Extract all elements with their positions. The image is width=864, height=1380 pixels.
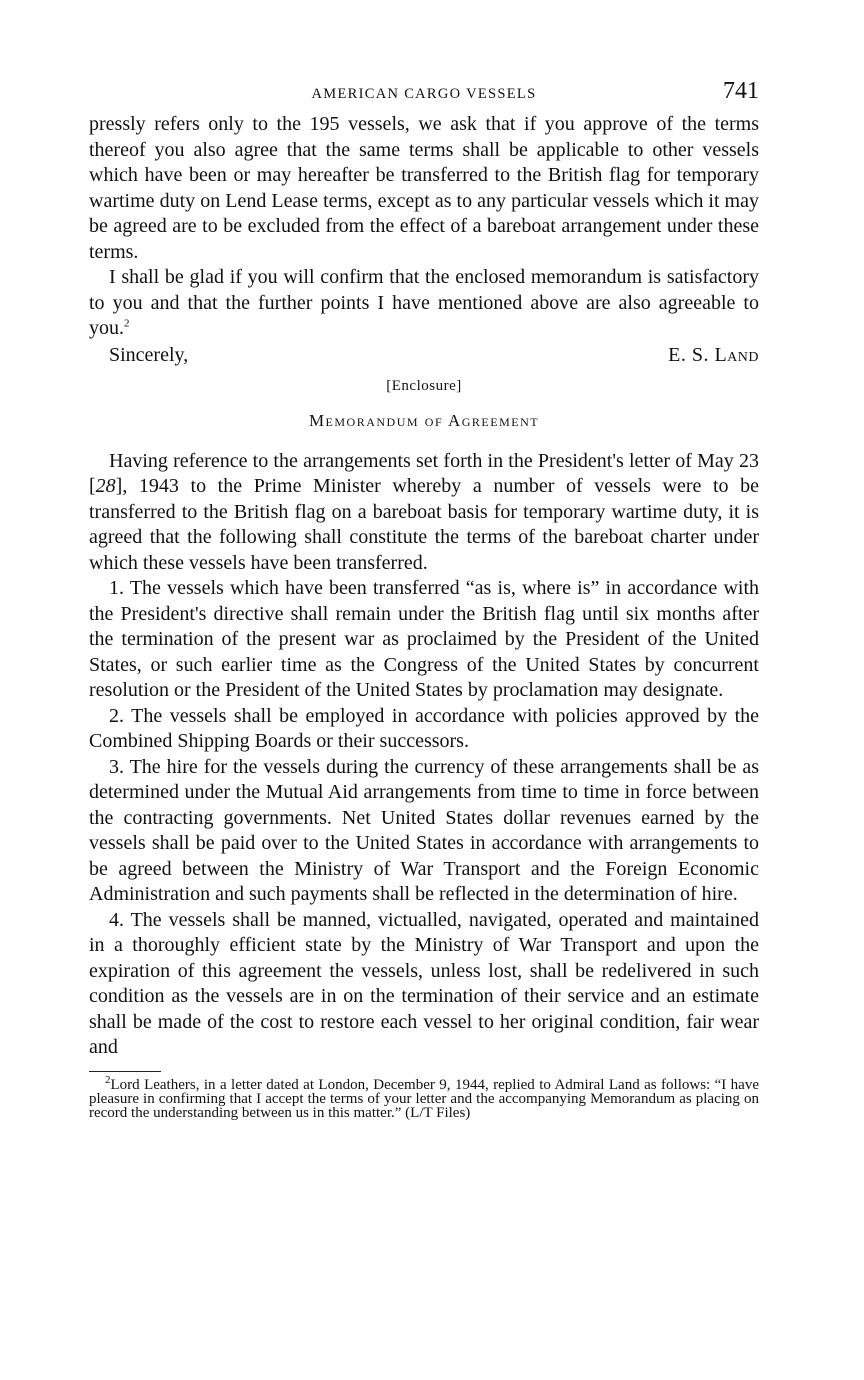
memorandum-item-2: 2. The vessels shall be employed in accordance with policies approved by the Combined Shipping Boards or their successors. (89, 704, 759, 752)
memorandum-item-1: 1. The vessels which have been transferred “as is, where is” in accordance with the President's directive shall remain under the British flag until six months after the termination of the present war as proclaimed by the President of the United States, or such earlier time as the Congress of the United States by concurrent resolution or the President of the United States by proclamation may designate. (89, 577, 759, 701)
page-number: 741 (723, 78, 759, 104)
footnote-marker: 2 (105, 1073, 111, 1086)
footnote-reference: 2 (124, 317, 130, 330)
signature-block (89, 342, 759, 368)
memorandum-item-4: 4. The vessels shall be manned, victualled, navigated, operated and maintained in a thoroughly efficient state by the Ministry of War Transport and upon the expiration of this agreement the vessels, unless lost, shall be redelivered in such condition as the vessels are in on the termination of their service and an estimate shall be made of the cost to restore each vessel to her original condition, fair wear and (89, 908, 759, 1058)
footnote-text: Lord Leathers, in a letter dated at London, December 9, 1944, replied to Admiral Land as follows: “I have pleasure in confirming that I accept the terms of your letter and the accompanying Memorandum as placing on record the understanding between us in this matter.” (L/T Files) (89, 1076, 759, 1121)
memorandum-item-3: 3. The hire for the vessels during the currency of these arrangements shall be as determined under the Mutual Aid arrangements from time to time in force between the contracting governments. Net United States dollar revenues earned by the vessels shall be paid over to the United States in accordance with arrangements to be agreed between the Ministry of War Transport and the Foreign Economic Administration and such payments shall be reflected in the determination of hire. (89, 755, 759, 905)
memorandum-intro-start: Having reference to the arrangements set forth in the President's letter of May 23 [ (89, 449, 759, 497)
letter-paragraph-1: pressly refers only to the 195 vessels, we ask that if you approve of the terms thereof you also agree that the same terms shall be applicable to other vessels which have been or may hereafter be transferred to the British flag for temporary wartime duty on Lend Lease terms, except as to any particular vessels which it may be agreed are to be excluded from the effect of a bareboat arrangement under these terms. (89, 113, 759, 263)
page-header (89, 76, 759, 112)
memorandum-intro-bracket: 28 (95, 475, 116, 497)
memorandum-body (89, 449, 759, 1061)
document-page (89, 76, 759, 1120)
memorandum-title: Memorandum of Agreement (308, 410, 540, 430)
running-head: AMERICAN CARGO VESSELS (311, 86, 537, 102)
memorandum-intro-end: ], 1943 to the Prime Minister whereby a number of vessels were to be transferred to the British flag on a bareboat basis for temporary wartime duty, it is agreed that the following shall constitute the terms of the bareboat charter under which these vessels have been transferred. (89, 475, 759, 574)
letter-paragraph-2 (89, 265, 759, 342)
footnote-divider (89, 1071, 161, 1072)
signature-name: E. S. Land (668, 343, 759, 366)
letter-paragraph-2-text: I shall be glad if you will confirm that the enclosed memorandum is satisfactory to you and that the further points I have mentioned above are also agreeable to you. (89, 266, 759, 339)
memorandum-intro (89, 449, 759, 577)
footnote (89, 1073, 759, 1121)
enclosure-label: [Enclosure] (386, 377, 462, 394)
closing: Sincerely, (109, 343, 189, 366)
